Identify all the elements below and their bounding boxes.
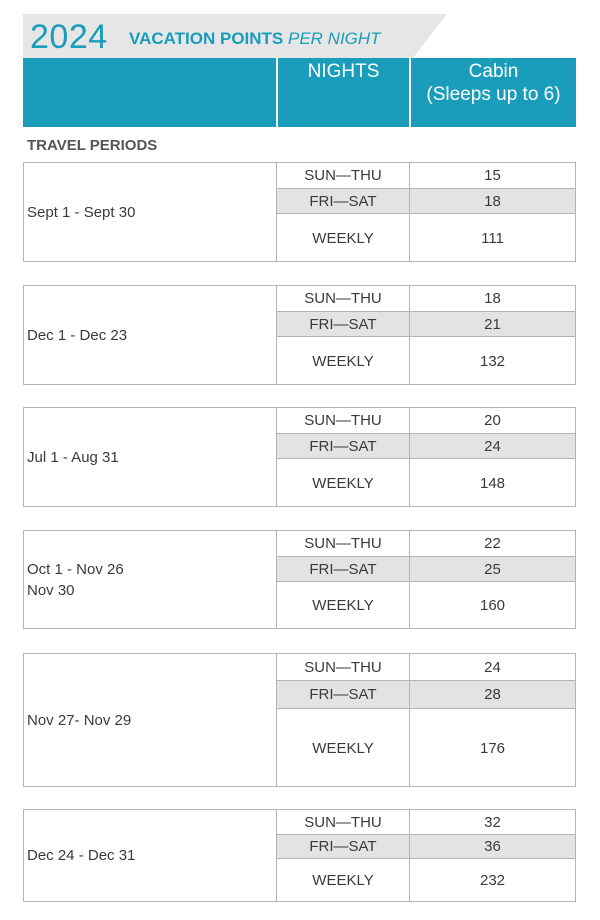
nights-cell: SUN—THU <box>277 531 410 556</box>
table-row <box>277 458 575 507</box>
nights-cell: SUN—THU <box>277 408 410 433</box>
points-cell: 22 <box>484 535 501 552</box>
nights-cell: WEEKLY <box>277 859 410 902</box>
period-line: Oct 1 - Nov 26 <box>27 560 124 578</box>
period-group <box>23 285 576 385</box>
period-group <box>23 653 576 787</box>
table-row <box>277 531 575 556</box>
points-cell: 28 <box>484 686 501 703</box>
points-cell: 32 <box>484 813 501 831</box>
points-cell: 18 <box>484 192 501 210</box>
table-row <box>277 188 575 213</box>
period-label <box>24 810 277 901</box>
period-line: Nov 27- Nov 29 <box>27 711 132 729</box>
table-row <box>277 286 575 311</box>
nights-cell: SUN—THU <box>277 163 410 188</box>
section-label: TRAVEL PERIODS <box>27 137 158 154</box>
period-group <box>23 530 576 629</box>
table-header <box>23 58 576 127</box>
points-cell: 232 <box>479 872 506 889</box>
year-title: 2024 <box>30 18 108 56</box>
nights-cell: WEEKLY <box>277 337 410 385</box>
points-cell: 24 <box>484 658 501 676</box>
nights-cell: WEEKLY <box>277 582 410 629</box>
table-row <box>277 408 575 433</box>
subtitle-bold: VACATION POINTS <box>129 29 284 48</box>
nights-cell: FRI—SAT <box>277 434 410 458</box>
nights-cell: FRI—SAT <box>277 312 410 336</box>
points-cell: 132 <box>479 352 506 370</box>
period-line: Dec 24 - Dec 31 <box>27 847 136 864</box>
period-line: Sept 1 - Sept 30 <box>27 203 136 221</box>
points-cell: 148 <box>479 474 506 492</box>
points-cell: 20 <box>484 412 501 429</box>
points-cell: 160 <box>479 597 506 614</box>
period-label <box>24 163 277 261</box>
table-subtitle <box>129 17 381 61</box>
period-label <box>24 286 277 384</box>
nights-cell: FRI—SAT <box>277 681 410 708</box>
table-row <box>277 680 575 708</box>
table-row <box>277 858 575 902</box>
points-cell: 21 <box>484 315 501 333</box>
period-line: Nov 30 <box>27 581 75 599</box>
table-row <box>277 311 575 336</box>
table-row <box>277 163 575 188</box>
period-label <box>24 531 277 628</box>
nights-cell: WEEKLY <box>277 214 410 262</box>
nights-cell: WEEKLY <box>277 709 410 787</box>
nights-cell: WEEKLY <box>277 459 410 507</box>
header-cabin-line2: (Sleeps up to 6) <box>426 84 561 105</box>
period-line: Dec 1 - Dec 23 <box>27 326 128 344</box>
nights-cell: SUN—THU <box>277 654 410 680</box>
points-cell: 111 <box>481 229 504 247</box>
period-line: Jul 1 - Aug 31 <box>27 448 119 466</box>
points-cell: 25 <box>484 560 501 578</box>
subtitle-italic: PER NIGHT <box>288 29 381 48</box>
points-cell: 15 <box>484 167 501 184</box>
period-group <box>23 809 576 902</box>
table-row <box>277 654 575 680</box>
table-row <box>277 834 575 858</box>
table-row <box>277 810 575 834</box>
period-label <box>24 654 277 786</box>
table-row <box>277 433 575 458</box>
nights-cell: SUN—THU <box>277 286 410 311</box>
nights-cell: SUN—THU <box>277 810 410 834</box>
points-cell: 18 <box>484 290 501 307</box>
nights-cell: FRI—SAT <box>277 557 410 581</box>
nights-cell: FRI—SAT <box>277 189 410 213</box>
table-row <box>277 336 575 385</box>
table-row <box>277 213 575 262</box>
header-period-cell <box>23 58 276 127</box>
period-group <box>23 162 576 262</box>
header-cabin <box>411 58 576 127</box>
title-tab-corner <box>413 14 447 58</box>
header-nights: NIGHTS <box>278 58 409 127</box>
table-row <box>277 708 575 787</box>
table-row <box>277 556 575 581</box>
table-row <box>277 581 575 629</box>
points-cell: 24 <box>484 437 501 455</box>
points-cell: 176 <box>479 739 506 757</box>
points-cell: 36 <box>484 838 501 855</box>
nights-cell: FRI—SAT <box>277 835 410 858</box>
period-group <box>23 407 576 507</box>
period-label <box>24 408 277 506</box>
header-cabin-line1: Cabin <box>468 61 519 82</box>
